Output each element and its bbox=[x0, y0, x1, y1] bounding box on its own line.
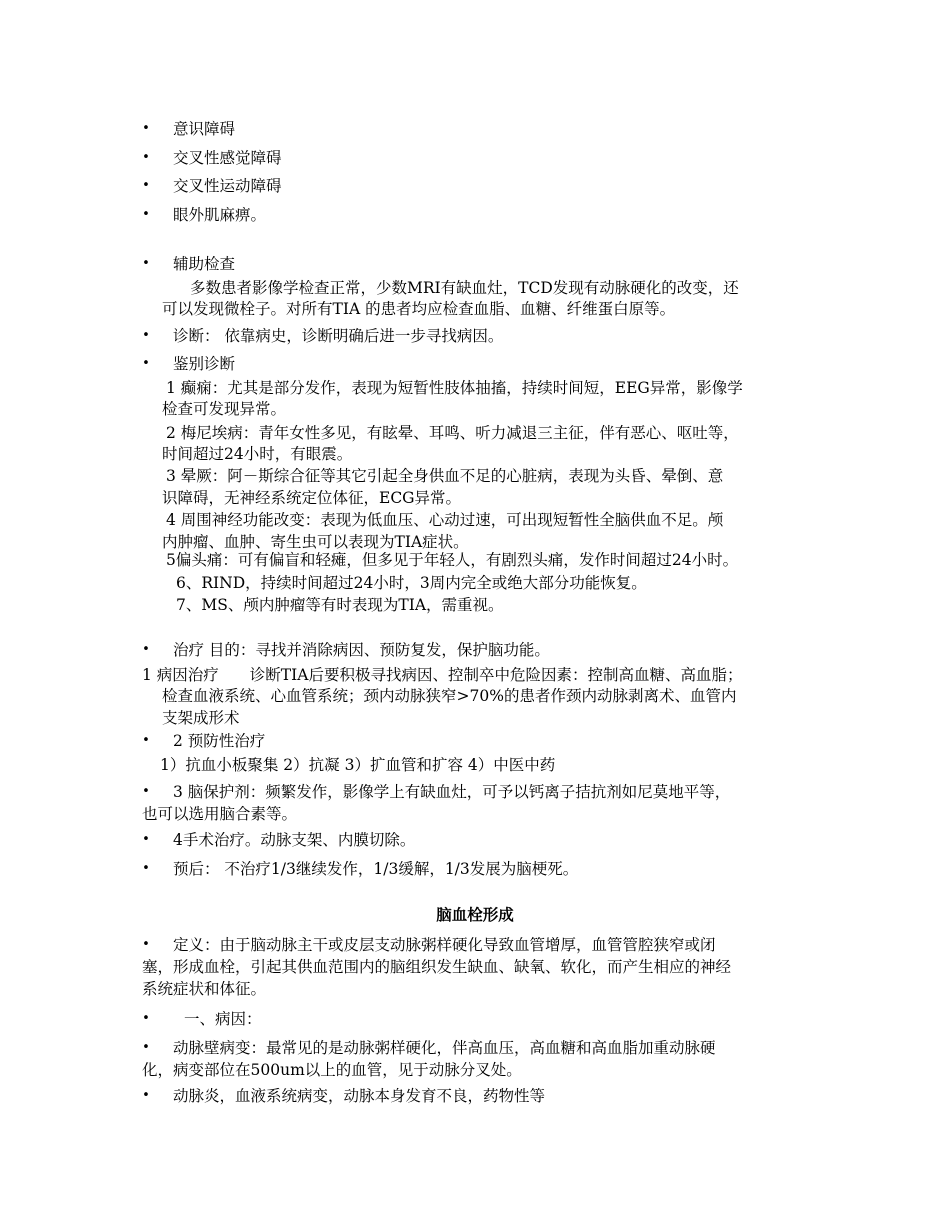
paragraph-line: 定义：由于脑动脉主干或皮层支动脉粥样硬化导致血管增厚，血管管腔狭窄或闭 bbox=[173, 936, 716, 954]
paragraph-line: 化，病变部位在500um以上的血管，见于动脉分叉处。 bbox=[142, 1061, 522, 1079]
paragraph-line: 3 晕厥：阿－斯综合征等其它引起全身供血不足的心脏病，表现为头昏、晕倒、意 bbox=[166, 467, 724, 485]
paragraph-line: 检查可发现异常。 bbox=[162, 400, 287, 418]
paragraph-line: 也可以选用脑合素等。 bbox=[142, 805, 298, 823]
list-item: 意识障碍 bbox=[173, 120, 236, 138]
paragraph-line: 1 癫痫：尤其是部分发作，表现为短暂性肢体抽搐，持续时间短，EEG异常，影像学 bbox=[166, 379, 743, 397]
section-heading: 鉴别诊断 bbox=[173, 355, 236, 373]
paragraph-line: 识障碍，无神经系统定位体征，ECG异常。 bbox=[162, 489, 462, 507]
bullet-marker: • bbox=[142, 356, 150, 371]
bullet-marker: • bbox=[142, 784, 150, 799]
list-item: 4手术治疗。动脉支架、内膜切除。 bbox=[173, 831, 416, 849]
paragraph-line: 支架成形术 bbox=[162, 709, 240, 727]
bullet-marker: • bbox=[142, 861, 150, 876]
list-item: 2 预防性治疗 bbox=[173, 732, 266, 750]
bullet-marker: • bbox=[142, 937, 150, 952]
paragraph-line: 塞，形成血栓，引起其供血范围内的脑组织发生缺血、缺氧、软化，而产生相应的神经 bbox=[142, 958, 732, 976]
bullet-marker: • bbox=[142, 832, 150, 847]
paragraph-line: 动脉壁病变：最常见的是动脉粥样硬化，伴高血压，高血糖和高血脂加重动脉硬 bbox=[173, 1039, 716, 1057]
paragraph-line: 时间超过24小时，有眼震。 bbox=[162, 445, 353, 463]
paragraph-line: 6、RIND，持续时间超过24小时，3周内完全或绝大部分功能恢复。 bbox=[176, 574, 647, 592]
bullet-marker: • bbox=[142, 733, 150, 748]
section-heading: 治疗 目的：寻找并消除病因、预防复发，保护脑功能。 bbox=[173, 641, 550, 659]
bullet-marker: • bbox=[142, 328, 150, 343]
paragraph-line: 2 梅尼埃病：青年女性多见，有眩晕、耳鸣、听力减退三主征，伴有恶心、呕吐等， bbox=[166, 424, 739, 442]
bullet-marker: • bbox=[142, 1088, 150, 1103]
bullet-marker: • bbox=[142, 1011, 150, 1026]
paragraph-line: 7、MS、颅内肿瘤等有时表现为TIA，需重视。 bbox=[176, 596, 504, 614]
paragraph-line: 多数患者影像学检查正常，少数MRI有缺血灶，TCD发现有动脉硬化的改变，还 bbox=[190, 279, 739, 297]
list-item: 一、病因： bbox=[184, 1010, 262, 1028]
list-item: 动脉炎，血液系统病变，动脉本身发育不良，药物性等 bbox=[173, 1087, 546, 1105]
section-heading: 辅助检查 bbox=[173, 255, 236, 273]
bullet-marker: • bbox=[142, 178, 150, 193]
paragraph-line: 可以发现微栓子。对所有TIA 的患者均应检查血脂、血糖、纤维蛋白原等。 bbox=[162, 300, 676, 318]
list-item: 诊断： 依靠病史，诊断明确后进一步寻找病因。 bbox=[173, 327, 504, 345]
paragraph-line: 内肿瘤、血肿、寄生虫可以表现为TIA症状。 bbox=[162, 533, 469, 551]
bullet-marker: • bbox=[142, 150, 150, 165]
section-title: 脑血栓形成 bbox=[436, 906, 514, 924]
paragraph-line: 5偏头痛：可有偏盲和轻瘫，但多见于年轻人，有剧烈头痛，发作时间超过24小时。 bbox=[166, 551, 739, 569]
paragraph-line: 1 病因治疗 诊断TIA后要积极寻找病因、控制卒中危险因素：控制高血糖、高血脂； bbox=[142, 666, 743, 684]
paragraph-line: 检查血液系统、心血管系统；颈内动脉狭窄>70%的患者作颈内动脉剥离术、血管内 bbox=[162, 687, 737, 705]
list-item: 3 脑保护剂：频繁发作，影像学上有缺血灶，可予以钙离子拮抗剂如尼莫地平等， bbox=[173, 783, 731, 801]
bullet-marker: • bbox=[142, 642, 150, 657]
paragraph-line: 系统症状和体征。 bbox=[142, 980, 267, 998]
bullet-marker: • bbox=[142, 207, 150, 222]
list-item: 交叉性感觉障碍 bbox=[173, 149, 282, 167]
paragraph-line: 4 周围神经功能改变：表现为低血压、心动过速，可出现短暂性全脑供血不足。颅 bbox=[166, 511, 724, 529]
bullet-marker: • bbox=[142, 121, 150, 136]
list-item: 预后： 不治疗1/3继续发作，1/3缓解，1/3发展为脑梗死。 bbox=[173, 860, 579, 878]
list-item: 交叉性运动障碍 bbox=[173, 177, 282, 195]
list-item: 眼外肌麻痹。 bbox=[173, 206, 267, 224]
bullet-marker: • bbox=[142, 256, 150, 271]
bullet-marker: • bbox=[142, 1040, 150, 1055]
paragraph-line: 1）抗血小板聚集 2）抗凝 3）扩血管和扩容 4）中医中药 bbox=[160, 756, 556, 774]
